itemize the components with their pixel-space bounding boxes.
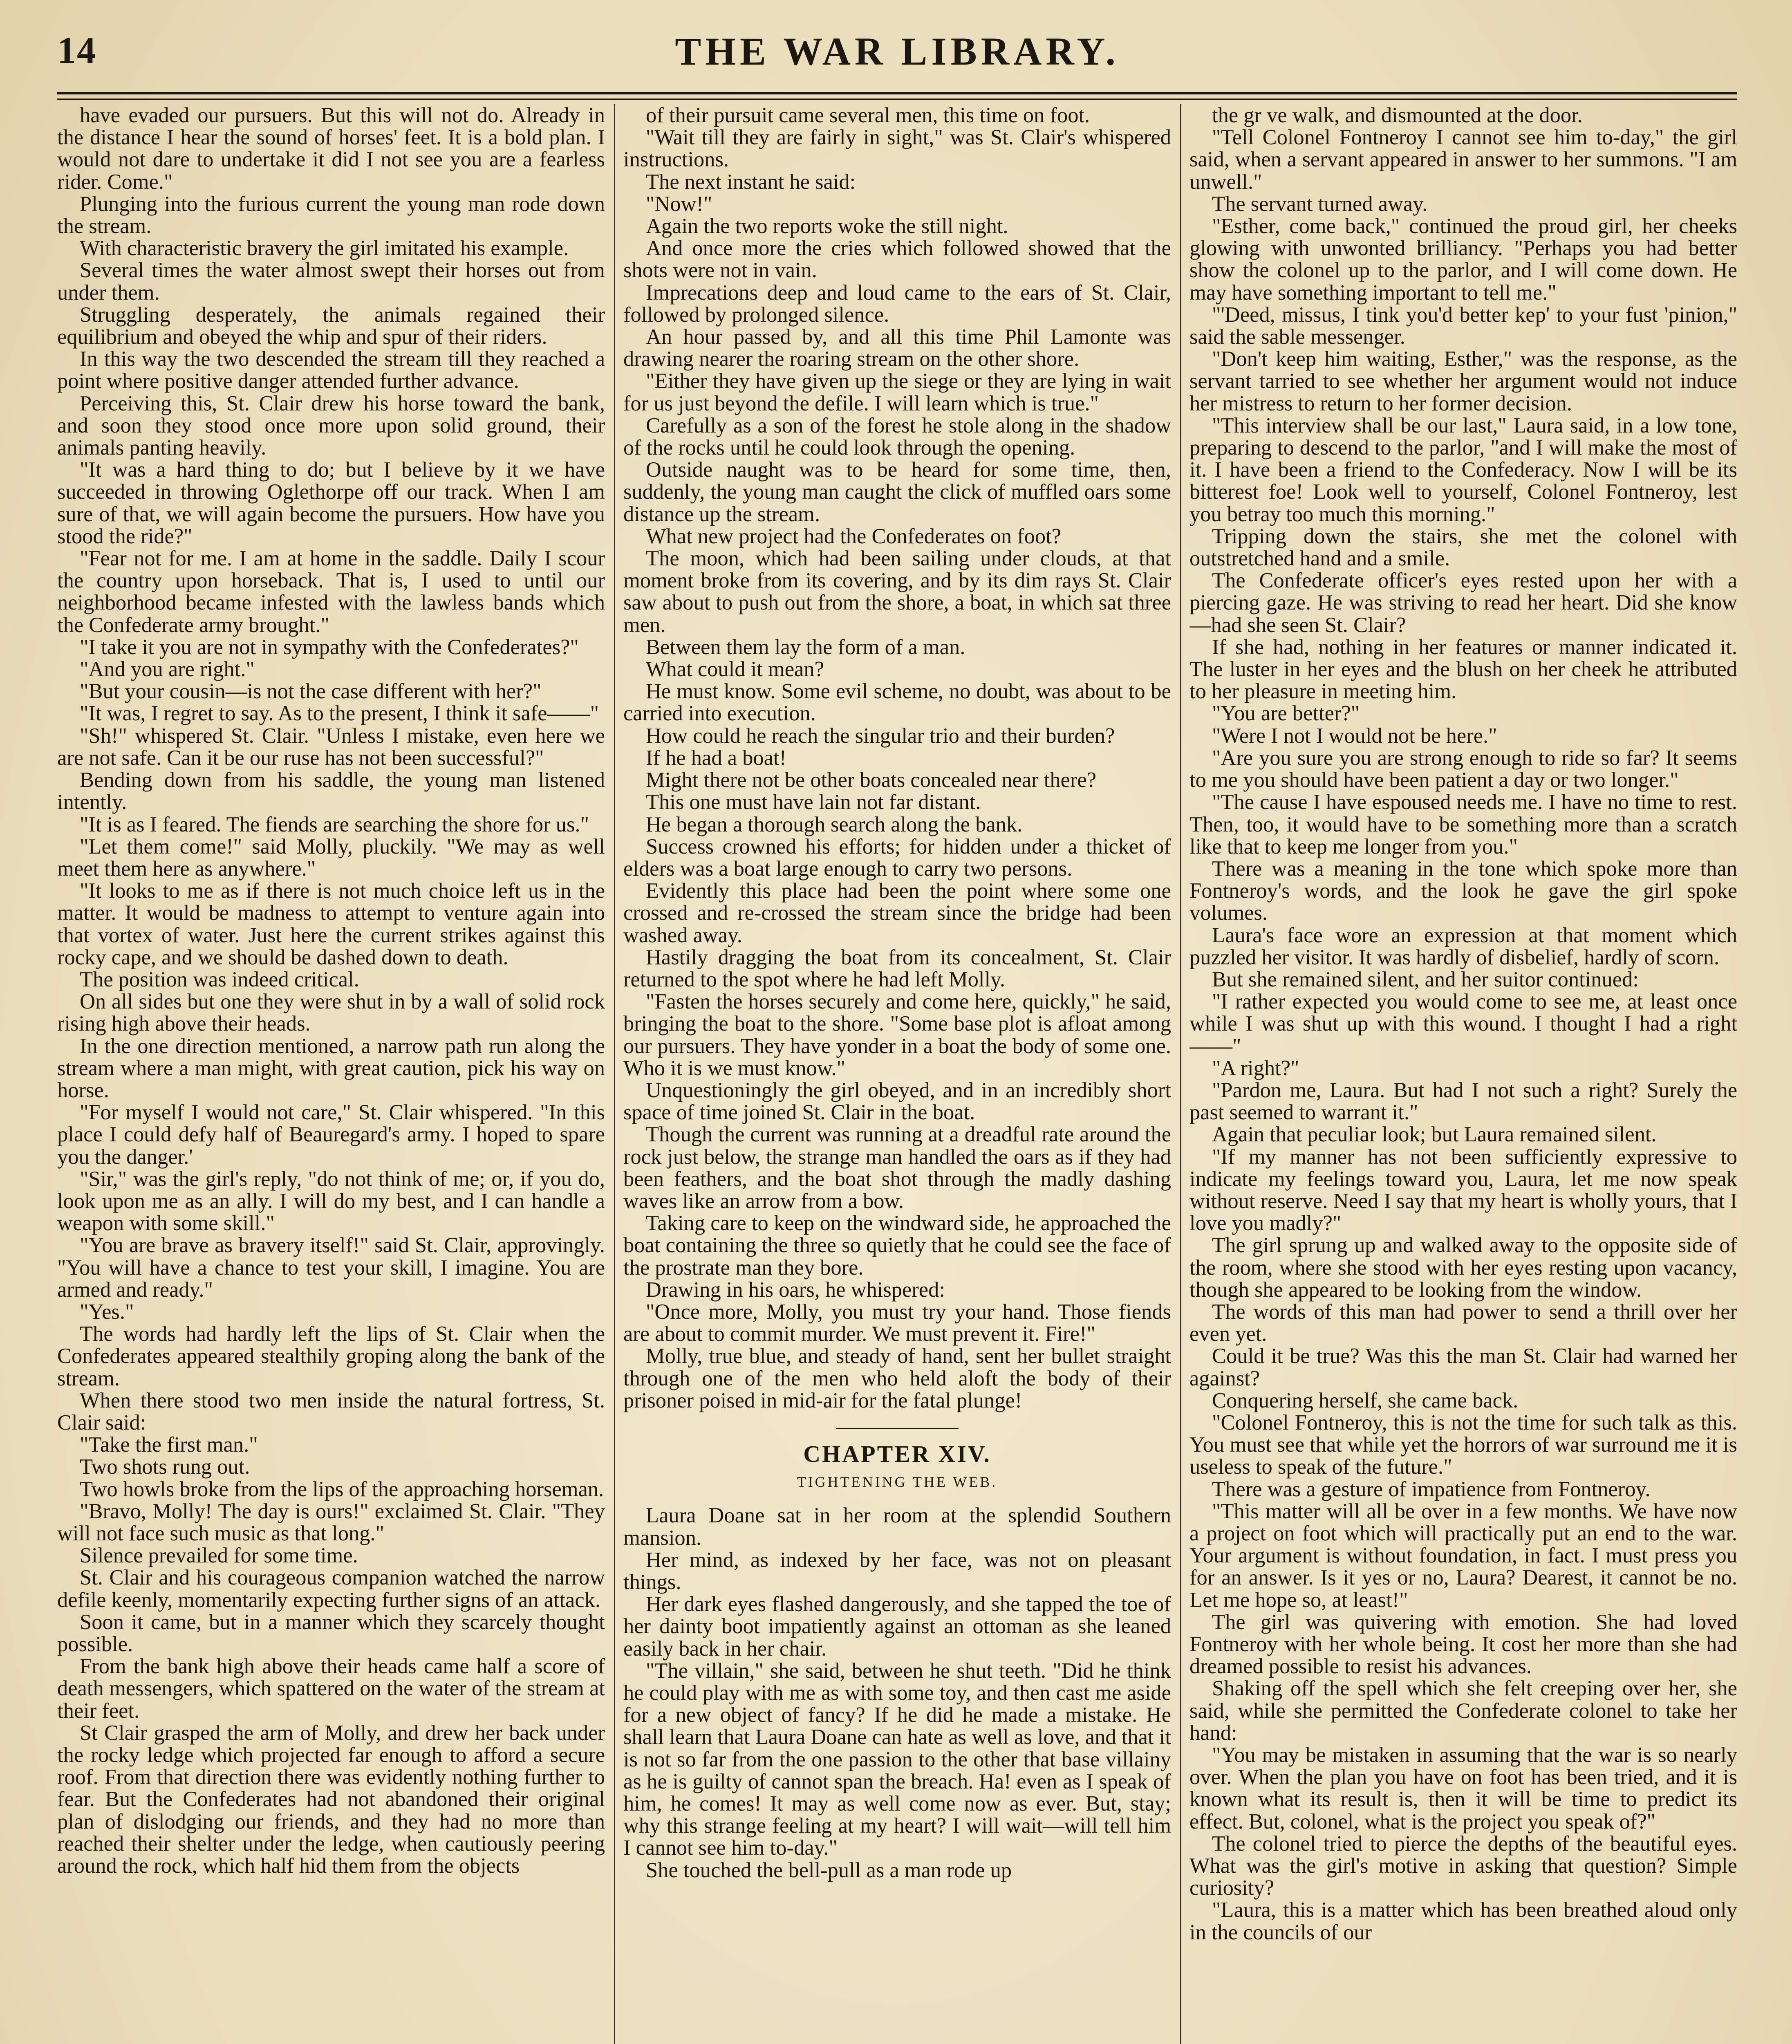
paragraph: "Fasten the horses securely and come here, quickly," he said, bringing the boat to the shore. "Some base plot is afloat among our pursuers. They have yonder in a boat the body of some one. Who it is we must know." (623, 990, 1171, 1080)
paragraph: The servant turned away. (1212, 192, 1428, 216)
paragraph: "Either they have given up the siege or they are lying in wait for us just beyond the defile. I will learn which is true." (623, 369, 1171, 415)
paragraph: Drawing in his oars, he whispered: (646, 1278, 945, 1302)
paragraph: of their pursuit came several men, this time on foot. (646, 104, 1090, 127)
page-header (57, 29, 1737, 90)
paragraph: Between them lay the form of a man. (646, 635, 965, 659)
chapter-heading: CHAPTER XIV. (803, 1440, 991, 1467)
paragraph: Taking care to keep on the windward side, he approached the boat containing the three so quietly that he could see the face of the prostrate man they bore. (623, 1211, 1171, 1280)
paragraph: "It was a hard thing to do; but I believe by it we have succeeded in throwing Oglethorpe off our track. When I am sure of that, we will again become the pursuers. How have you stood the ride?" (57, 458, 605, 548)
paragraph: "Laura, this is a matter which has been breathed aloud only in the councils of our (1189, 1898, 1737, 1944)
paragraph: The words had hardly left the lips of St. Clair when the Confederates appeared stealthily groping along the bank of the stream. (57, 1322, 605, 1390)
paragraph: The next instant he said: (646, 170, 856, 194)
text-columns (57, 104, 1737, 2044)
chapter-divider (836, 1428, 959, 1429)
paragraph: Plunging into the furious current the young man rode down the stream. (57, 192, 605, 238)
paragraph: "You are brave as bravery itself!" said St. Clair, approvingly. "You will have a chance to test your skill, I imagine. You are armed and ready." (57, 1233, 605, 1302)
paragraph: "I take it you are not in sympathy with the Confederates?" (80, 635, 579, 659)
column-2 (623, 104, 1171, 2044)
paragraph: But she remained silent, and her suitor continued: (1212, 967, 1639, 991)
paragraph: What new project had the Confederates on foot? (646, 524, 1062, 548)
paragraph: The Confederate officer's eyes rested upon her with a piercing gaze. He was striving to read her heart. Did she know—had she seen St. Clair? (1189, 569, 1737, 637)
paragraph: Carefully as a son of the forest he stole along in the shadow of the rocks until he could look through the opening. (623, 413, 1171, 460)
paragraph: Two shots rung out. (80, 1455, 250, 1479)
paragraph: She touched the bell-pull as a man rode up (646, 1858, 1012, 1882)
paragraph: Molly, true blue, and steady of hand, sent her bullet straight through one of the men who held aloft the body of their prisoner poised in mid-air for the fatal plunge! (623, 1344, 1171, 1412)
paragraph: On all sides but one they were shut in by a wall of solid rock rising high above their heads. (57, 990, 605, 1036)
paragraph: When there stood two men inside the natural fortress, St. Clair said: (57, 1388, 605, 1434)
paragraph: Perceiving this, St. Clair drew his horse toward the bank, and soon they stood once more upon solid ground, their animals panting heavily. (57, 391, 605, 460)
paragraph: "Bravo, Molly! The day is ours!" exclaimed St. Clair. "They will not face such music as that long." (57, 1499, 605, 1545)
paragraph: "If my manner has not been sufficiently expressive to indicate my feelings toward you, Laura, let me now speak without reserve. Need I say that my heart is wholly yours, that I love you madly?" (1189, 1145, 1737, 1235)
column-1 (57, 104, 605, 2044)
paragraph: Shaking off the spell which she felt creeping over her, she said, while she permitted the Confederate colonel to take her hand: (1189, 1676, 1737, 1745)
paragraph: "This matter will all be over in a few months. We have now a project on foot which will practically put an end to the war. Your argument is without foundation, in fact. I must press you for an answer. Is it yes or no, Laura? Dearest, it cannot be no. Let me hope so, at least!" (1189, 1499, 1737, 1612)
paragraph: "Are you sure you are strong enough to ride so far? It seems to me you should have been patient a day or two longer." (1189, 746, 1737, 792)
paragraph: The girl was quivering with emotion. She had loved Fontneroy with her whole being. It cost her more than she had dreamed possible to resist his advances. (1189, 1610, 1737, 1679)
paragraph: Struggling desperately, the animals regained their equilibrium and obeyed the whip and spur of their riders. (57, 303, 605, 349)
paragraph: The position was indeed critical. (80, 967, 359, 991)
paragraph: Tripping down the stairs, she met the colonel with outstretched hand and a smile. (1189, 524, 1737, 571)
paragraph: "You are better?" (1212, 702, 1360, 726)
paragraph: "It looks to me as if there is not much choice left us in the matter. It would be madness to attempt to venture again into that vortex of water. Just here the current strikes against this rocky cape, and we should be dashed down to death. (57, 879, 605, 969)
column-3 (1189, 104, 1737, 2044)
paragraph: He began a thorough search along the bank. (646, 812, 1023, 836)
paragraph: "Colonel Fontneroy, this is not the time for such talk as this. You must see that while yet the horrors of war surround me it is useless to speak of the future." (1189, 1410, 1737, 1479)
column-2-story-continued (623, 104, 1171, 1412)
paragraph: In this way the two descended the stream till they reached a point where positive danger attended further advance. (57, 347, 605, 393)
paragraph: This one must have lain not far distant. (646, 790, 981, 814)
paragraph: Silence prevailed for some time. (80, 1544, 358, 1568)
paragraph: Her dark eyes flashed dangerously, and she tapped the toe of her dainty boot impatiently against an ottoman as she leaned easily back in her chair. (623, 1592, 1171, 1661)
paragraph: St. Clair and his courageous companion watched the narrow defile keenly, momentarily expecting further signs of an attack. (57, 1566, 605, 1612)
paragraph: And once more the cries which followed showed that the shots were not in vain. (623, 236, 1171, 282)
paragraph: Two howls broke from the lips of the approaching horseman. (80, 1477, 604, 1501)
paragraph: Again that peculiar look; but Laura remained silent. (1212, 1123, 1657, 1147)
paragraph: Laura's face wore an expression at that moment which puzzled her visitor. It was hardly of disbelief, hardly of scorn. (1189, 923, 1737, 969)
column-2-chapter-text (623, 1504, 1171, 1881)
paragraph: "Sir," was the girl's reply, "do not think of me; or, if you do, look upon me as an ally. I will do my best, and I can handle a weapon with some skill." (57, 1167, 605, 1235)
paragraph: There was a gesture of impatience from Fontneroy. (1212, 1477, 1651, 1501)
paragraph: Success crowned his efforts; for hidden under a thicket of elders was a boat large enough to carry two persons. (623, 834, 1171, 881)
paragraph: "But your cousin—is not the case different with her?" (80, 679, 542, 704)
paragraph: "It is as I feared. The fiends are searching the shore for us." (80, 812, 589, 836)
paragraph: "Let them come!" said Molly, pluckily. "We may as well meet them here as anywhere." (57, 834, 605, 881)
paragraph: "Tell Colonel Fontneroy I cannot see him to-day," the girl said, when a servant appeared in answer to her summons. "I am unwell." (1189, 126, 1737, 194)
paragraph: Bending down from his saddle, the young man listened intently. (57, 768, 605, 814)
paragraph: Though the current was running at a dreadful rate around the rock just below, the strange man handled the oars as if they had been feathers, and the boat shot through the madly dashing waves like an arrow from a bow. (623, 1123, 1171, 1213)
paragraph: If she had, nothing in her features or manner indicated it. The luster in her eyes and the blush on her cheek he attributed to her pleasure in meeting him. (1189, 635, 1737, 704)
paragraph: How could he reach the singular trio and their burden? (646, 724, 1115, 748)
chapter-subtitle: TIGHTENING THE WEB. (797, 1474, 998, 1490)
paragraph: "And you are right." (80, 657, 255, 681)
paragraph: "Were I not I would not be here." (1212, 724, 1497, 748)
paragraph: Could it be true? Was this the man St. Clair had warned her against? (1189, 1344, 1737, 1390)
paragraph: From the bank high above their heads came half a score of death messengers, which spattered on the water of the stream at their feet. (57, 1654, 605, 1723)
paragraph: The moon, which had been sailing under clouds, at that moment broke from its covering, and by its dim rays St. Clair saw about to push out from the shore, a boat, in which sat three men. (623, 547, 1171, 637)
paragraph: "It was, I regret to say. As to the present, I think it safe——" (80, 702, 599, 726)
header-rule (57, 92, 1737, 100)
paragraph: Outside naught was to be heard for some time, then, suddenly, the young man caught the click of muffled oars some distance up the stream. (623, 458, 1171, 526)
paragraph: Again the two reports woke the still night. (646, 214, 1008, 238)
paragraph: the gr ve walk, and dismounted at the door. (1212, 104, 1583, 127)
paragraph: "'Deed, missus, I tink you'd better kep' to your fust 'pinion," said the sable messenger. (1189, 303, 1737, 349)
paragraph: With characteristic bravery the girl imitated his example. (80, 236, 569, 260)
paragraph: "You may be mistaken in assuming that the war is so nearly over. When the plan you have on foot has been tried, and it is known what its result is, then it will be time to predict its effect. But, colonel, what is the project you speak of?" (1189, 1743, 1737, 1833)
paragraph: Several times the water almost swept their horses out from under them. (57, 258, 605, 305)
paragraph: "Don't keep him waiting, Esther," was the response, as the servant tarried to see whether her argument would not induce her mistress to return to her former decision. (1189, 347, 1737, 415)
paragraph: "Once more, Molly, you must try your hand. Those fiends are about to commit murder. We must prevent it. Fire!" (623, 1300, 1171, 1346)
paragraph: "Now!" (646, 192, 712, 216)
paragraph: Conquering herself, she came back. (1212, 1388, 1519, 1412)
paragraph: An hour passed by, and all this time Phil Lamonte was drawing nearer the roaring stream on the other shore. (623, 325, 1171, 371)
paragraph: The words of this man had power to send a thrill over her even yet. (1189, 1300, 1737, 1346)
paragraph: "Fear not for me. I am at home in the saddle. Daily I scour the country upon horseback. That is, I used to until our neighborhood became infested with the lawless bands which the Confederate army brought." (57, 547, 605, 637)
paragraph: Her mind, as indexed by her face, was not on pleasant things. (623, 1548, 1171, 1594)
paragraph: Hastily dragging the boat from its concealment, St. Clair returned to the spot where he had left Molly. (623, 945, 1171, 991)
paragraph: The girl sprung up and walked away to the opposite side of the room, where she stood with her eyes resting upon vacancy, though she appeared to be looking from the window. (1189, 1233, 1737, 1302)
paragraph: What could it mean? (646, 657, 824, 681)
paragraph: "A right?" (1212, 1056, 1299, 1080)
page-title: THE WAR LIBRARY. (675, 29, 1120, 73)
paragraph: Evidently this place had been the point where some one crossed and re-crossed the stream since the bridge had been washed away. (623, 879, 1171, 947)
paragraph: "The villain," she said, between he shut teeth. "Did he think he could play with me as with some toy, and then cast me aside for a new object of fancy? If he did he made a mistake. He shall learn that Laura Doane can hate as well as love, and that it is not so far from the one passion to the other that base villainy as he is guilty of cannot span the breach. Ha! even as I speak of him, he comes! It may as well come now as ever. But, stay; why this strange feeling at my heart? I will wait—will tell him I cannot see him to-day." (623, 1659, 1171, 1860)
paragraph: "Esther, come back," continued the proud girl, her cheeks glowing with unwonted brilliancy. "Perhaps you had better show the colonel up to the parlor, and I will come down. He may have something important to tell me." (1189, 214, 1737, 305)
paragraph: "For myself I would not care," St. Clair whispered. "In this place I could defy half of Beauregard's army. I hoped to spare you the danger.' (57, 1100, 605, 1169)
paragraph: Might there not be other boats concealed near there? (646, 768, 1097, 792)
paragraph: In the one direction mentioned, a narrow path run along the stream where a man might, with great caution, pick his way on horse. (57, 1034, 605, 1102)
column-rule (614, 104, 615, 2044)
paragraph: "Wait till they are fairly in sight," was St. Clair's whispered instructions. (623, 126, 1171, 172)
paragraph: have evaded our pursuers. But this will not do. Already in the distance I hear the sound of horses' feet. It is a bold plan. I would not dare to undertake it did I not see you are a fearless rider. Come." (57, 104, 605, 194)
paragraph: Imprecations deep and loud came to the ears of St. Clair, followed by prolonged silence. (623, 280, 1171, 327)
paragraph: "The cause I have espoused needs me. I have no time to rest. Then, too, it would have to be something more than a scratch like that to keep me longer from you." (1189, 790, 1737, 858)
paragraph: Laura Doane sat in her room at the splendid Southern mansion. (623, 1504, 1171, 1550)
paragraph: Unquestioningly the girl obeyed, and in an incredibly short space of time joined St. Clair in the boat. (623, 1078, 1171, 1125)
column-rule (1180, 104, 1181, 2044)
paragraph: He must know. Some evil scheme, no doubt, was about to be carried into execution. (623, 679, 1171, 726)
paragraph: "Pardon me, Laura. But had I not such a right? Surely the past seemed to warrant it." (1189, 1078, 1737, 1125)
paragraph: If he had a boat! (646, 746, 786, 770)
paragraph: "Sh!" whispered St. Clair. "Unless I mistake, even here we are not safe. Can it be our ruse has not been successful?" (57, 724, 605, 770)
paragraph: "I rather expected you would come to see me, at least once while I was shut up with this wound. I thought I had a right——" (1189, 990, 1737, 1058)
paragraph: Soon it came, but in a manner which they scarcely thought possible. (57, 1610, 605, 1656)
paragraph: "Yes." (80, 1300, 134, 1324)
page-number: 14 (57, 29, 96, 71)
paragraph: There was a meaning in the tone which spoke more than Fontneroy's words, and the look he gave the girl spoke volumes. (1189, 856, 1737, 925)
paragraph: "This interview shall be our last," Laura said, in a low tone, preparing to descend to the parlor, "and I will make the most of it. I have been a friend to the Confederacy. Now I will be its bitterest foe! Look well to yourself, Colonel Fontneroy, lest you betray too much this morning." (1189, 413, 1737, 526)
paragraph: "Take the first man." (80, 1433, 258, 1457)
paragraph: The colonel tried to pierce the depths of the beautiful eyes. What was the girl's motive in asking that question? Simple curiosity? (1189, 1831, 1737, 1900)
paragraph: St Clair grasped the arm of Molly, and drew her back under the rocky ledge which projected far enough to afford a secure roof. From that direction there was evidently nothing further to fear. But the Confederates had not abandoned their original plan of dislodging our friends, and they had no more than reached their shelter under the ledge, when cautiously peering around the rock, which half hid them from the objects (57, 1721, 605, 1878)
